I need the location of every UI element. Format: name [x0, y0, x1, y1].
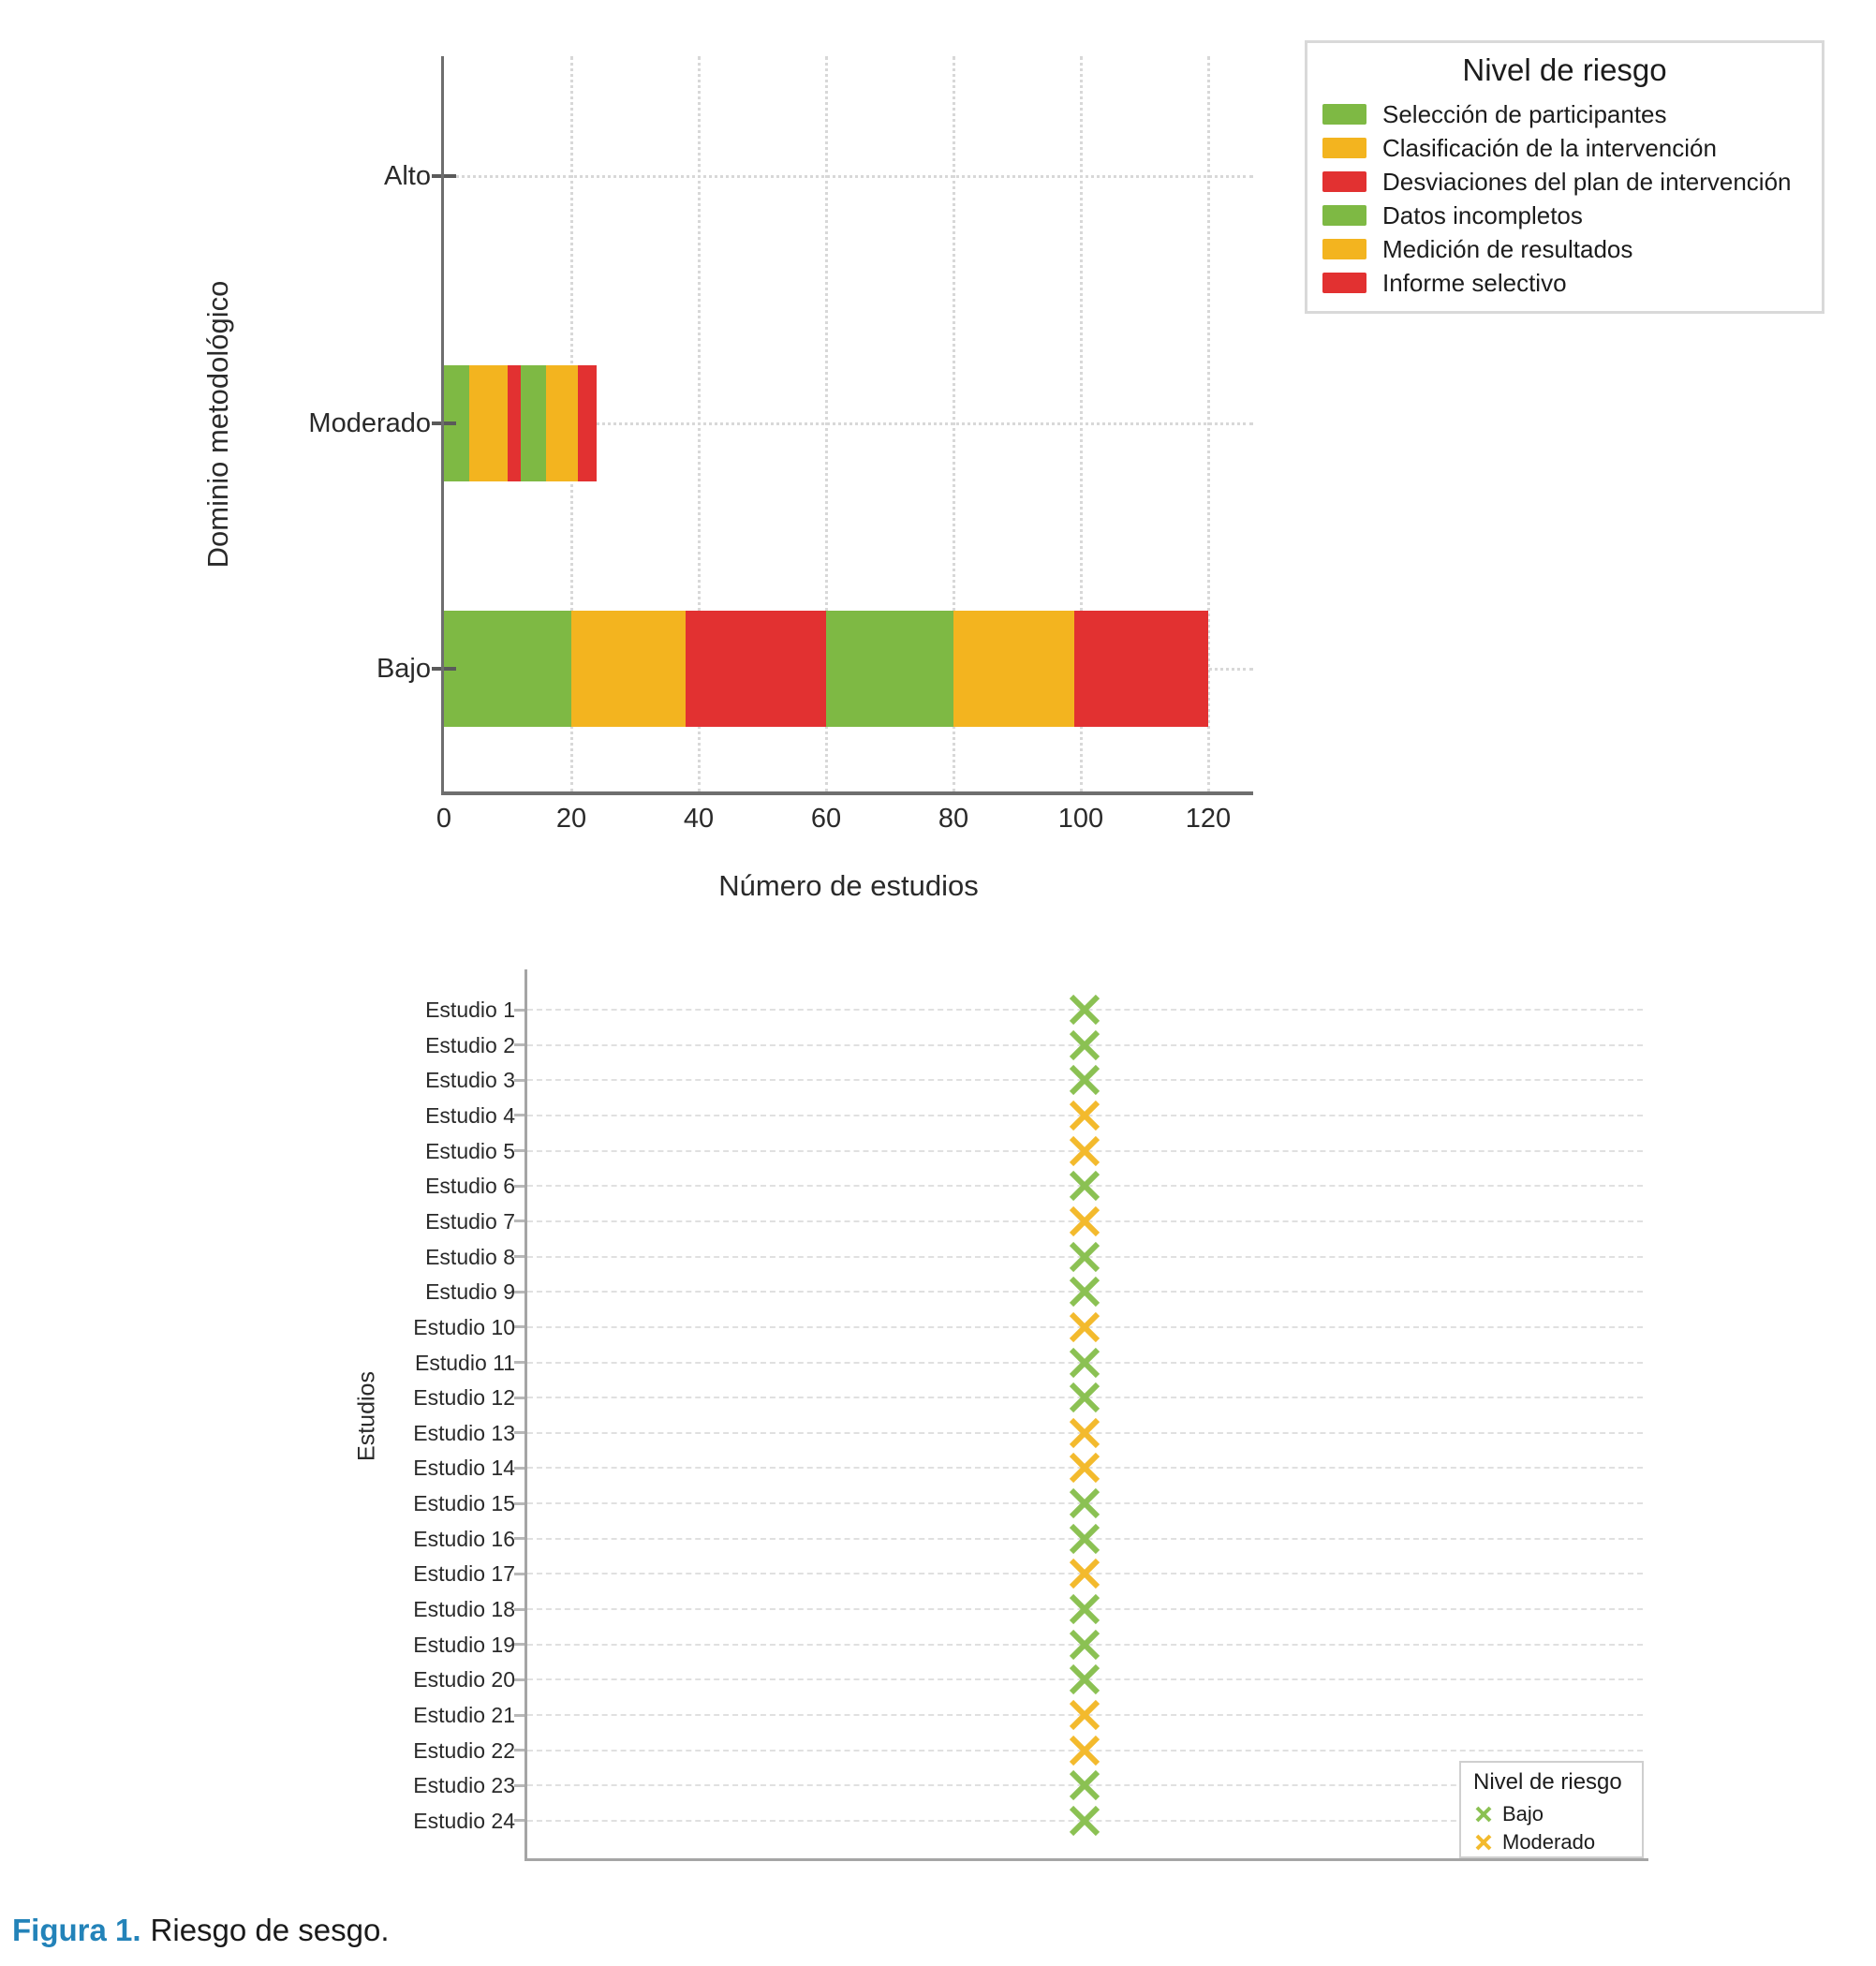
y-tick-label: Alto — [384, 161, 431, 191]
scatter-chart-y-axis-title: Estudios — [353, 1371, 380, 1461]
y-tick-label: Estudio 3 — [425, 1068, 515, 1093]
legend-item-label: Clasificación de la intervención — [1382, 133, 1717, 162]
bar-chart-legend-title: Nivel de riesgo — [1462, 52, 1667, 87]
y-tick-label: Estudio 10 — [413, 1314, 515, 1339]
y-tick-label: Estudio 19 — [413, 1632, 515, 1657]
figure-caption — [12, 1913, 390, 1948]
y-tick-label: Estudio 2 — [425, 1032, 515, 1057]
y-tick-label: Estudio 21 — [413, 1703, 515, 1727]
y-tick-label: Moderado — [308, 408, 431, 438]
x-tick-label: 40 — [683, 804, 715, 834]
legend-item-label: Informe selectivo — [1382, 268, 1567, 297]
legend-item-label: Selección de participantes — [1382, 99, 1667, 128]
x-tick-label: 20 — [555, 804, 587, 834]
caption-label: Figura 1. — [12, 1913, 141, 1947]
x-tick-label: 0 — [436, 804, 452, 834]
y-tick-label: Estudio 20 — [413, 1667, 515, 1693]
legend-item — [1473, 1800, 1642, 1828]
y-tick-label: Estudio 7 — [425, 1208, 515, 1234]
y-tick-label: Estudio 1 — [425, 998, 515, 1022]
bar-chart-x-axis-title: Número de estudios — [718, 869, 979, 902]
y-tick-label: Estudio 4 — [425, 1102, 515, 1128]
scatter-chart-legend-items — [1473, 1800, 1642, 1856]
y-tick-label: Estudio 8 — [425, 1244, 515, 1269]
bar-chart-y-axis-title: Dominio metodológico — [201, 280, 234, 569]
legend-item-label: Datos incompletos — [1382, 200, 1583, 229]
y-tick-label: Estudio 9 — [425, 1279, 515, 1305]
legend-item-label: Medición de resultados — [1382, 234, 1633, 263]
x-marker-icon — [1473, 1804, 1494, 1825]
y-tick-label: Estudio 17 — [413, 1561, 515, 1587]
y-tick-label: Estudio 6 — [425, 1174, 515, 1199]
y-axis-line — [524, 969, 527, 1861]
x-tick-label: 60 — [810, 804, 842, 834]
y-tick-label: Estudio 11 — [415, 1350, 515, 1375]
y-tick-label: Estudio 15 — [413, 1491, 515, 1516]
x-axis-line — [524, 1858, 1648, 1861]
caption-text: Riesgo de sesgo. — [150, 1913, 390, 1947]
legend-item-label: Bajo — [1502, 1802, 1544, 1826]
x-tick-label: 80 — [938, 804, 969, 834]
y-tick-label: Estudio 18 — [413, 1597, 515, 1622]
y-tick-label: Bajo — [376, 654, 431, 684]
y-tick-label: Estudio 13 — [413, 1420, 515, 1445]
y-tick-label: Estudio 5 — [425, 1138, 515, 1163]
x-tick-label: 100 — [1057, 804, 1104, 834]
y-tick-label: Estudio 16 — [413, 1526, 515, 1551]
y-tick-label: Estudio 23 — [413, 1773, 515, 1798]
scatter-chart-legend-title: Nivel de riesgo — [1473, 1769, 1622, 1795]
legend-item-label: Desviaciones del plan de intervención — [1382, 167, 1792, 196]
scatter-chart-legend — [1459, 1761, 1644, 1858]
y-tick-label: Estudio 14 — [413, 1456, 515, 1481]
y-tick-label: Estudio 24 — [413, 1808, 515, 1833]
legend-item — [1473, 1828, 1642, 1856]
x-tick-label: 120 — [1185, 804, 1232, 834]
y-tick-label: Estudio 12 — [413, 1385, 515, 1411]
y-tick-label: Estudio 22 — [413, 1737, 515, 1763]
legend-item-label: Moderado — [1502, 1830, 1596, 1854]
x-marker-icon — [1473, 1832, 1494, 1853]
